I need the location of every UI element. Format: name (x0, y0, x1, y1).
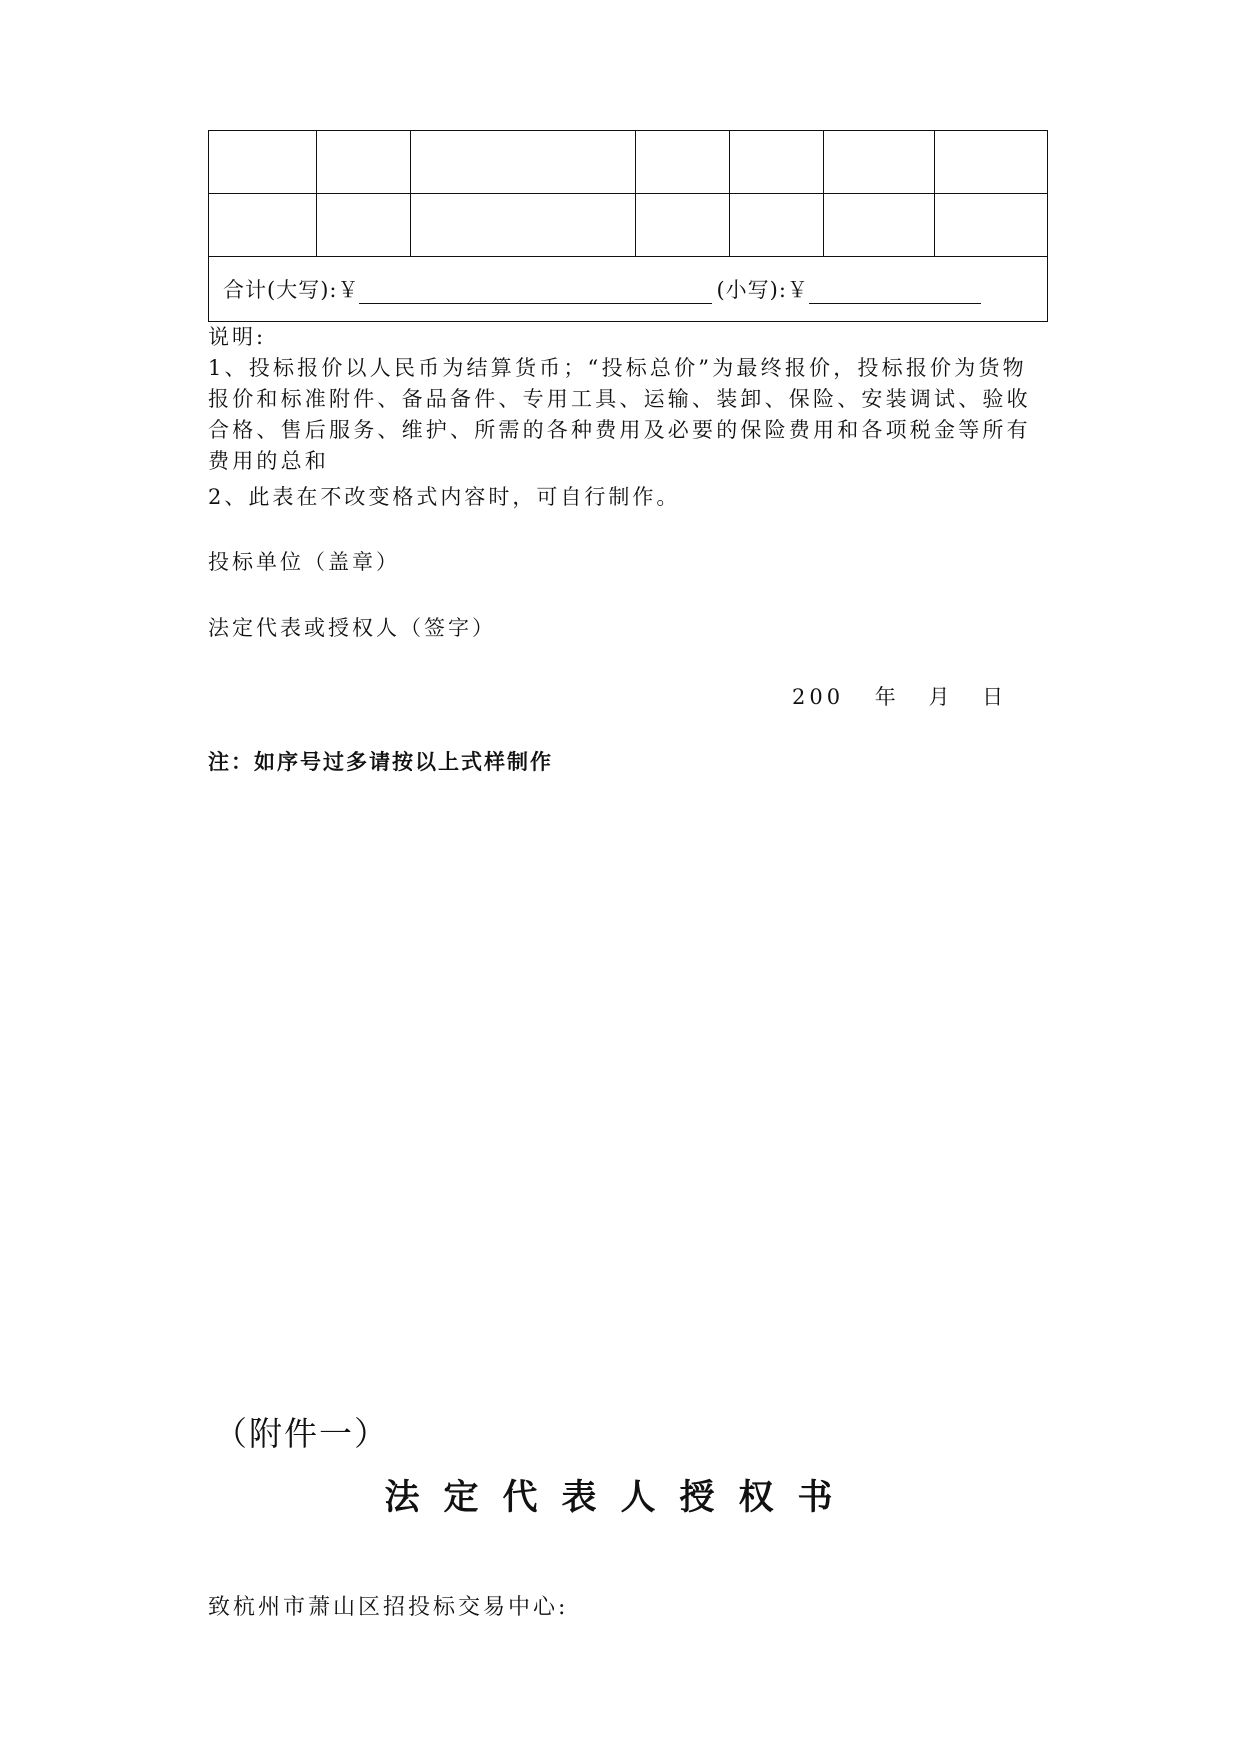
document-title: 法定代表人授权书 (384, 1478, 857, 1518)
table-cell[interactable] (730, 194, 824, 257)
table-cell[interactable] (317, 194, 411, 257)
table-cell[interactable] (935, 194, 1048, 257)
table-cell[interactable] (411, 194, 636, 257)
table-cell[interactable] (824, 131, 935, 194)
notes-item-1: 1、投标报价以人民币为结算货币；“投标总价”为最终报价，投标报价为货物报价和标准附件、备品备件、专用工具、运输、装卸、保险、安装调试、验收合格、售后服务、维护、所需的各种费用及必要的保险费用和各项税金等所有费用的总和 (208, 356, 1031, 473)
table-cell[interactable] (209, 131, 317, 194)
total-lower-blank[interactable] (809, 281, 981, 304)
bidder-unit-label: 投标单位（盖章） (208, 550, 400, 574)
table-cell[interactable] (411, 131, 636, 194)
table-row (209, 131, 1048, 194)
legal-rep-label: 法定代表或授权人（签字） (208, 616, 496, 640)
total-line (209, 274, 1047, 304)
total-upper-label: 合计(大写):￥ (223, 278, 360, 302)
table-cell[interactable] (824, 194, 935, 257)
table-cell[interactable] (317, 131, 411, 194)
date-day: 日 (982, 685, 1004, 709)
notes-heading: 说明: (208, 325, 267, 349)
date-year-prefix: 200 (792, 685, 845, 709)
table-cell[interactable] (730, 131, 824, 194)
date-month: 月 (928, 685, 950, 709)
table-cell[interactable] (209, 194, 317, 257)
addressee: 致杭州市萧山区招投标交易中心: (208, 1595, 569, 1620)
table-cell[interactable] (636, 131, 730, 194)
total-upper-blank[interactable] (359, 281, 712, 304)
table-row (209, 194, 1048, 257)
table-cell[interactable] (935, 131, 1048, 194)
price-table (208, 130, 1048, 322)
date-line (792, 681, 1003, 711)
total-row (209, 257, 1048, 322)
table-cell[interactable] (636, 194, 730, 257)
total-lower-label: (小写):￥ (716, 278, 809, 302)
notes-item-2: 2、此表在不改变格式内容时，可自行制作。 (208, 485, 681, 509)
total-cell (209, 257, 1048, 322)
attachment-label: （附件一） (214, 1414, 389, 1453)
date-year: 年 (874, 685, 896, 709)
footnote: 注：如序号过多请按以上式样制作 (208, 750, 553, 774)
